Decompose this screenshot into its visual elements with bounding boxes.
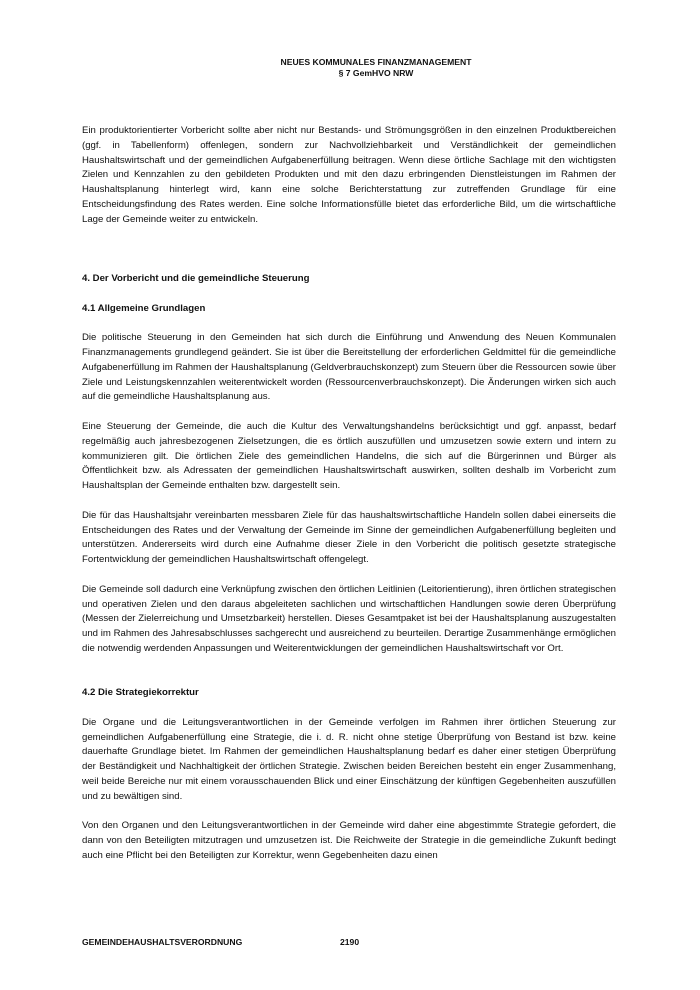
header-title: NEUES KOMMUNALES FINANZMANAGEMENT <box>280 57 472 67</box>
page-number: 2190 <box>340 937 360 947</box>
paragraph-kultur: Eine Steuerung der Gemeinde, die auch die Kultur des Verwaltungshandelns berücksichtigt und ggf. anpasst, bedarf regelmäßig auch jahresbezogenen Zielsetzungen, die es örtlich auszufüllen und umzusetzen sowie extern und intern zu kommunizieren gilt. Die örtlichen Ziele des gemeindlichen Handelns, die sich auf die Bürgerinnen und Bürger als Öffentlichkeit bzw. als Adressaten der gemeindlichen Haushaltswirtschaft auswirken, sollten deshalb im Vorbericht zum Haushaltsplan der Gemeinde enthalten bzw. dargestellt sein. <box>82 420 616 492</box>
footer-title: GEMEINDEHAUSHALTSVERORDNUNG <box>82 937 243 947</box>
paragraph-ziele: Die für das Haushaltsjahr vereinbarten messbaren Ziele für das haushaltswirtschaftliche Handeln sollen dabei einerseits die Entscheidungen des Rates und der Verwaltung der Gemeinde im Sinne der gemeindlichen Aufgabenerfüllung begleiten und unterstützen. Andererseits wird durch eine Aufnahme dieser Ziele in den Vorbericht die politisch gesetzte strategische Fortentwicklung der gemeindlichen Haushaltswirtschaft offengelegt. <box>82 509 616 566</box>
page-header <box>0 57 700 79</box>
heading-section-4-1: 4.1 Allgemeine Grundlagen <box>82 302 206 314</box>
paragraph-korrektur: Von den Organen und den Leitungsverantwortlichen in der Gemeinde wird daher eine abgestimmte Strategie gefordert, die dann von den Beteiligten mitzutragen und umzusetzen ist. Die Reichweite der Strategie in die gemeindliche Zukunft bedingt auch eine Pflicht bei den Beteiligten zur Korrektur, wenn Gegebenheiten dazu einen <box>82 820 616 862</box>
page-footer <box>82 937 360 947</box>
heading-section-4: 4. Der Vorbericht und die gemeindliche Steuerung <box>82 272 310 284</box>
header-section: § 7 GemHVO NRW <box>338 68 414 78</box>
heading-section-4-2: 4.2 Die Strategiekorrektur <box>82 687 199 699</box>
paragraph-verknuepfung: Die Gemeinde soll dadurch eine Verknüpfung zwischen den örtlichen Leitlinien (Leitorientierung), ihren örtlichen strategischen und operativen Zielen und den daraus abgeleiteten sachlichen und wirtschaftlichen Handlungen sowie deren Überprüfung (Messen der Zielerreichung und Umsetzbarkeit) herstellen. Dieses Gesamtpaket ist bei der Haushaltsplanung auszugestalten und im Rahmen des Jahresabschlusses sachgerecht und ausreichend zu beurteilen. Derartige Zusammenhänge ermöglichen die notwendig werdenden Anpassungen und Weiterentwicklungen der gemeindlichen Haushaltswirtschaft vor Ort. <box>82 583 616 654</box>
page-body <box>82 124 616 864</box>
paragraph-steuerung: Die politische Steuerung in den Gemeinden hat sich durch die Einführung und Anwendung des Neuen Kommunalen Finanzmanagements grundlegend geändert. Sie ist über die Bereitstellung der erforderlichen Geldmittel für die gemeindliche Aufgabenerfüllung im Rahmen der Haushaltsplanung (Geldverbrauchskonzept) zum Steuern über die Ressourcen sowie über Ziele und Leistungskennzahlen weiterentwickelt worden (Ressourcenverbrauchskonzept). Die Änderungen wirken sich auch auf die gemeindliche Haushaltsplanung aus. <box>82 332 616 403</box>
paragraph-intro: Ein produktorientierter Vorbericht sollte aber nicht nur Bestands- und Strömungsgrößen in den einzelnen Produktbereichen (ggf. in Tabellenform) offenlegen, sondern zur Nachvollziehbarkeit und Verständlichkeit der gemeindlichen Haushaltswirtschaft und der gemeindlichen Aufgabenerfüllung beitragen. Wenn diese örtliche Sachlage mit den wichtigsten Zielen und Kennzahlen zu den gebildeten Produkten und mit den dazu erbringenden Dienstleistungen im Rahmen der Haushaltsplanung hinterlegt wird, kann eine solche Berichterstattung zur zutreffenden Grundlage für eine Entscheidungsfindung des Rates werden. Eine solche Informationsfülle bietet das erforderliche Bild, um die wirtschaftliche Lage der Gemeinde weiter zu entwickeln. <box>82 125 616 225</box>
paragraph-strategie: Die Organe und die Leitungsverantwortlichen in der Gemeinde verfolgen im Rahmen ihrer örtlichen Steuerung zur gemeindlichen Aufgabenerfüllung eine Strategie, die i. d. R. nicht ohne stetige Überprüfung von Bestand ist bzw. keine dauerhafte Grundlage bietet. Im Rahmen der gemeindlichen Haushaltsplanung bedarf es daher einer stetigen Überprüfung der Beständigkeit und Nachhaltigkeit der örtlichen Strategie. Zwischen beiden Bereichen besteht ein enger Zusammenhang, weil beide Bereiche nur mit einem vorausschauenden Blick und einer Einschätzung der künftigen Gegebenheiten auszufüllen und zu bewältigen sind. <box>82 716 616 802</box>
